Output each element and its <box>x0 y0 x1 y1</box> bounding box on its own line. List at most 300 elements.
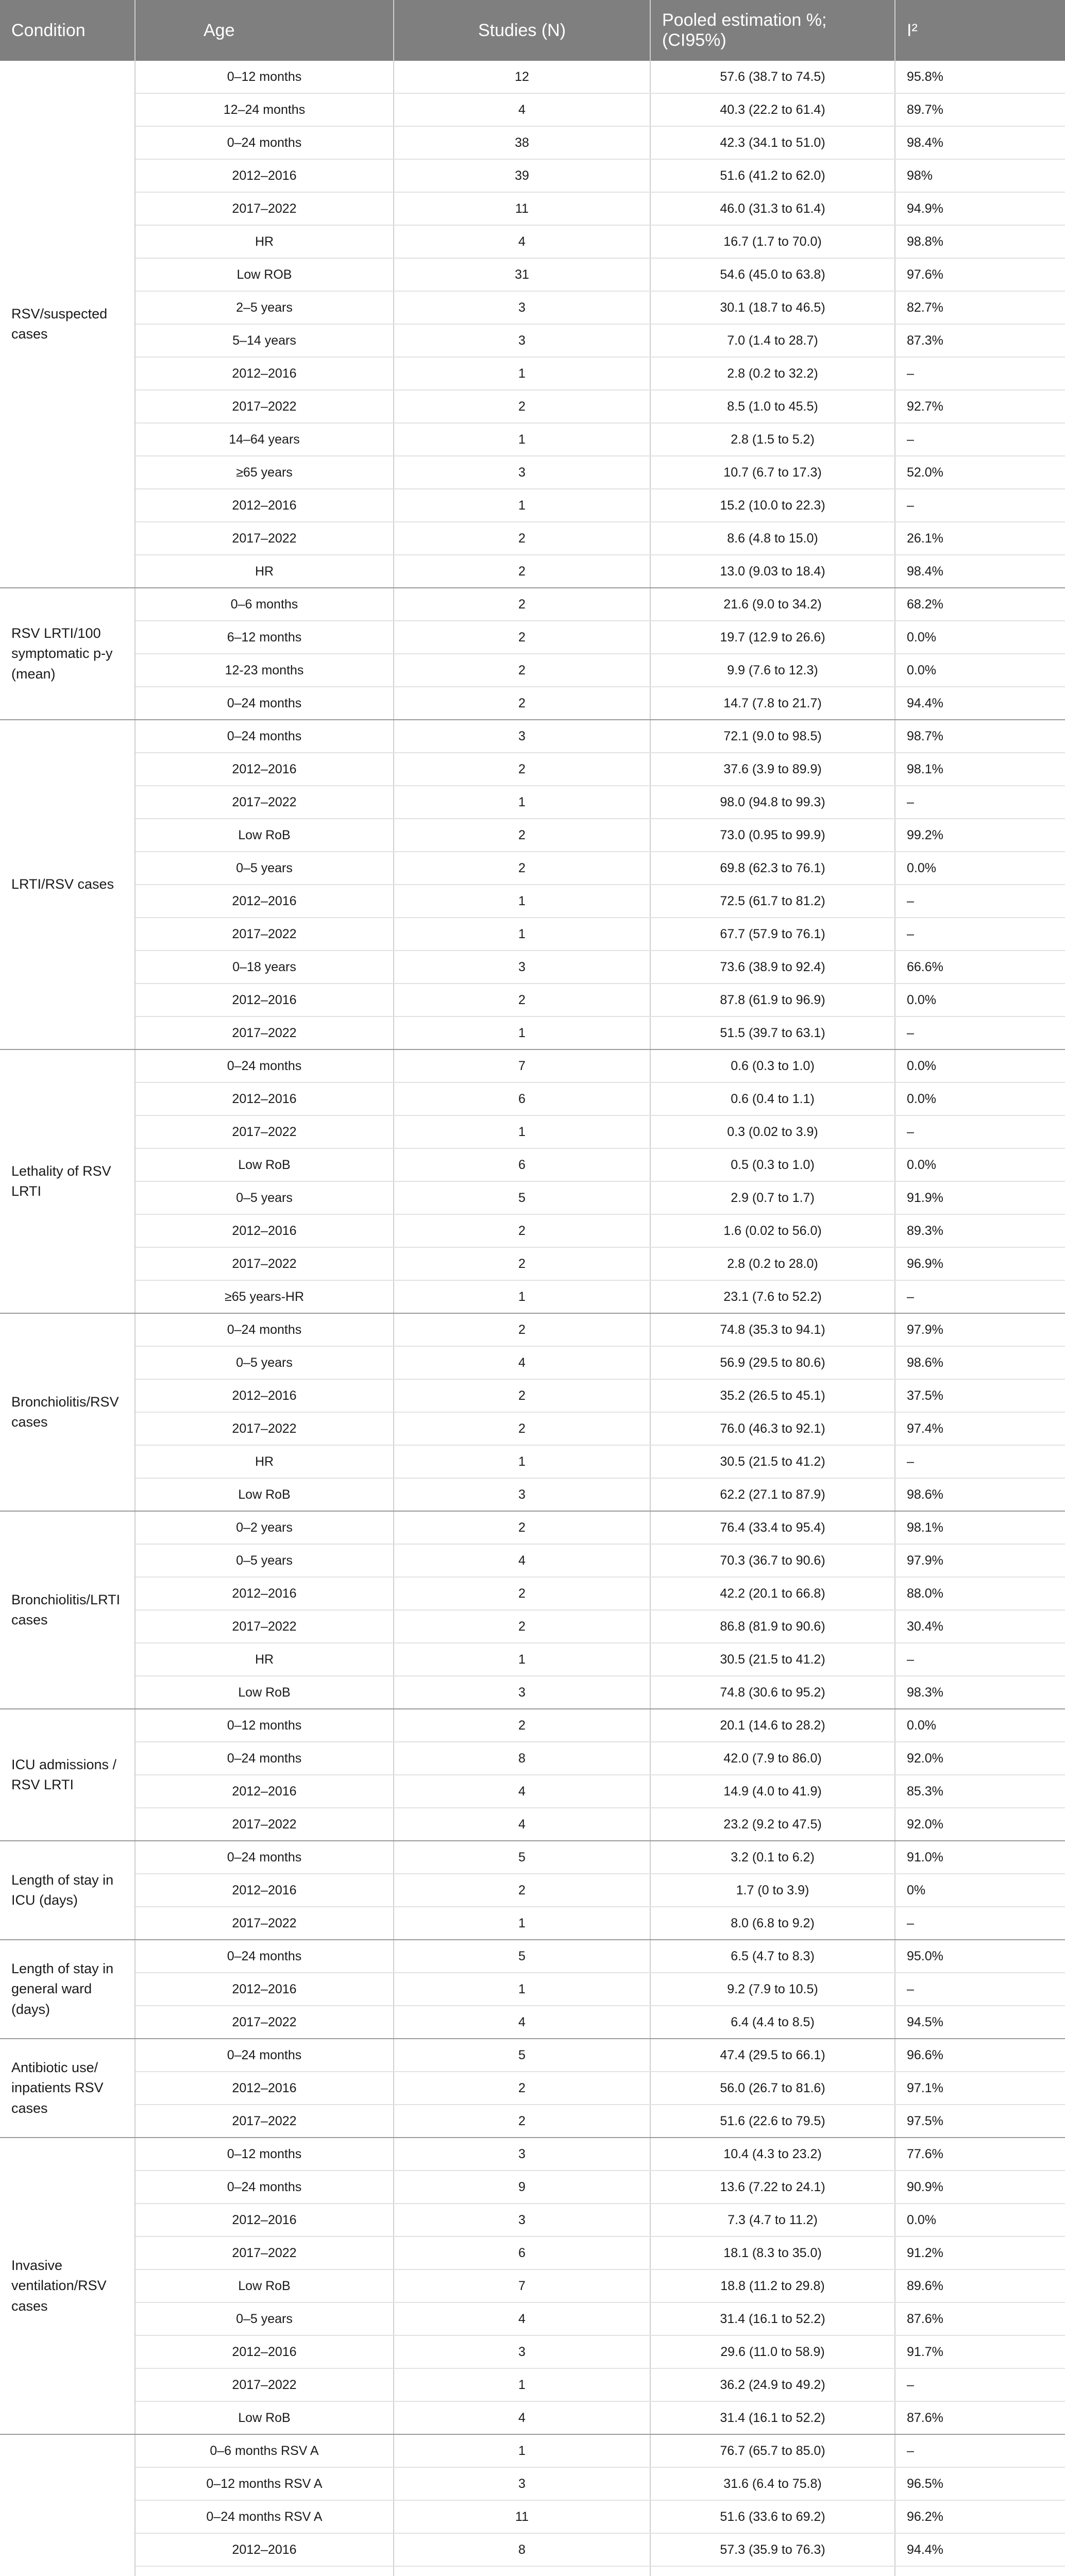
studies-cell: 2 <box>394 1214 650 1247</box>
table-row <box>0 687 1065 720</box>
i2-cell: – <box>895 918 1065 951</box>
estimation-cell: 74.8 (35.3 to 94.1) <box>650 1313 895 1346</box>
studies-cell: 1 <box>394 786 650 819</box>
studies-cell: 1 <box>394 1643 650 1676</box>
i2-cell: 66.6% <box>895 951 1065 984</box>
i2-cell: 97.5% <box>895 2105 1065 2138</box>
studies-cell: 6 <box>394 2236 650 2269</box>
estimation-cell: 0.5 (0.3 to 1.0) <box>650 1148 895 1181</box>
studies-cell <box>394 2566 650 2576</box>
i2-cell: 0.0% <box>895 2204 1065 2236</box>
i2-cell <box>895 2566 1065 2576</box>
table-row <box>0 1775 1065 1808</box>
age-cell: 2017–2022 <box>135 2368 394 2401</box>
header-condition: Condition <box>0 0 135 61</box>
condition-cell: Antibiotic use/ inpatients RSV cases <box>0 2039 135 2138</box>
table-row <box>0 588 1065 621</box>
estimation-cell: 20.1 (14.6 to 28.2) <box>650 1709 895 1742</box>
table-row <box>0 1313 1065 1346</box>
age-cell: 0–24 months <box>135 1940 394 1973</box>
age-cell: 2017–2022 <box>135 2105 394 2138</box>
age-cell: 2012–2016 <box>135 1577 394 1610</box>
table-row <box>0 93 1065 126</box>
age-cell: ≥65 years <box>135 456 394 489</box>
i2-cell: – <box>895 1643 1065 1676</box>
table-row <box>0 1907 1065 1940</box>
studies-cell: 39 <box>394 159 650 192</box>
estimation-cell: 31.4 (16.1 to 52.2) <box>650 2401 895 2434</box>
age-cell: 2012–2016 <box>135 1214 394 1247</box>
estimation-cell: 86.8 (81.9 to 90.6) <box>650 1610 895 1643</box>
i2-cell: 96.9% <box>895 1247 1065 1280</box>
age-cell: 2012–2016 <box>135 753 394 786</box>
table-row <box>0 1973 1065 2006</box>
table-row <box>0 2204 1065 2236</box>
table-row <box>0 2533 1065 2566</box>
age-cell: 2017–2022 <box>135 192 394 225</box>
estimation-cell: 7.0 (1.4 to 28.7) <box>650 324 895 357</box>
studies-cell: 6 <box>394 1148 650 1181</box>
condition-cell: Length of stay in ICU (days) <box>0 1841 135 1940</box>
table-row <box>0 2302 1065 2335</box>
studies-cell: 2 <box>394 621 650 654</box>
age-cell: 0–5 years <box>135 1346 394 1379</box>
age-cell <box>135 2566 394 2576</box>
table-row <box>0 192 1065 225</box>
i2-cell: 91.7% <box>895 2335 1065 2368</box>
i2-cell: 0% <box>895 1874 1065 1907</box>
estimation-cell: 6.4 (4.4 to 8.5) <box>650 2006 895 2039</box>
studies-cell: 2 <box>394 1874 650 1907</box>
i2-cell: 98.8% <box>895 225 1065 258</box>
estimation-cell: 16.7 (1.7 to 70.0) <box>650 225 895 258</box>
table-row <box>0 2335 1065 2368</box>
i2-cell: 91.9% <box>895 1181 1065 1214</box>
age-cell: 2012–2016 <box>135 2204 394 2236</box>
table-row <box>0 1280 1065 1313</box>
studies-cell: 3 <box>394 1478 650 1511</box>
studies-cell: 2 <box>394 654 650 687</box>
i2-cell: 94.4% <box>895 687 1065 720</box>
table-row <box>0 2171 1065 2204</box>
table-row <box>0 951 1065 984</box>
studies-cell: 1 <box>394 2368 650 2401</box>
studies-cell: 9 <box>394 2171 650 2204</box>
age-cell: 0–24 months <box>135 687 394 720</box>
i2-cell: 98.3% <box>895 1676 1065 1709</box>
age-cell: 2–5 years <box>135 291 394 324</box>
table-row <box>0 1049 1065 1082</box>
table-row <box>0 2269 1065 2302</box>
i2-cell: 87.6% <box>895 2302 1065 2335</box>
table-row <box>0 258 1065 291</box>
estimation-cell: 73.0 (0.95 to 99.9) <box>650 819 895 852</box>
studies-cell: 2 <box>394 1610 650 1643</box>
i2-cell: 98.1% <box>895 1511 1065 1544</box>
age-cell: 0–5 years <box>135 1544 394 1577</box>
i2-cell: 0.0% <box>895 852 1065 885</box>
i2-cell: 77.6% <box>895 2138 1065 2171</box>
estimation-cell: 57.6 (38.7 to 74.5) <box>650 61 895 93</box>
i2-cell: – <box>895 1016 1065 1049</box>
age-cell: 0–2 years <box>135 1511 394 1544</box>
estimation-cell: 42.3 (34.1 to 51.0) <box>650 126 895 159</box>
studies-cell: 2 <box>394 2105 650 2138</box>
studies-cell: 6 <box>394 1082 650 1115</box>
table-row <box>0 2006 1065 2039</box>
age-cell: 2012–2016 <box>135 2335 394 2368</box>
i2-cell: 98.1% <box>895 753 1065 786</box>
age-cell: 2017–2022 <box>135 1247 394 1280</box>
age-cell: 2017–2022 <box>135 1115 394 1148</box>
table-row <box>0 1181 1065 1214</box>
i2-cell: 96.5% <box>895 2467 1065 2500</box>
estimation-cell: 0.6 (0.3 to 1.0) <box>650 1049 895 1082</box>
studies-cell: 4 <box>394 2302 650 2335</box>
table-row <box>0 621 1065 654</box>
estimation-cell: 73.6 (38.9 to 92.4) <box>650 951 895 984</box>
estimation-cell: 62.2 (27.1 to 87.9) <box>650 1478 895 1511</box>
studies-cell: 11 <box>394 2500 650 2533</box>
studies-cell: 3 <box>394 2335 650 2368</box>
estimation-cell: 51.6 (41.2 to 62.0) <box>650 159 895 192</box>
table-row <box>0 1247 1065 1280</box>
table-row <box>0 2566 1065 2576</box>
i2-cell: – <box>895 1907 1065 1940</box>
table-row <box>0 2368 1065 2401</box>
estimation-cell: 18.1 (8.3 to 35.0) <box>650 2236 895 2269</box>
estimation-cell: 40.3 (22.2 to 61.4) <box>650 93 895 126</box>
studies-cell: 5 <box>394 1841 650 1874</box>
estimation-cell: 2.9 (0.7 to 1.7) <box>650 1181 895 1214</box>
i2-cell: 92.0% <box>895 1742 1065 1775</box>
estimation-cell: 8.5 (1.0 to 45.5) <box>650 390 895 423</box>
studies-cell: 3 <box>394 2204 650 2236</box>
table-row <box>0 1610 1065 1643</box>
i2-cell: 0.0% <box>895 1049 1065 1082</box>
table-row <box>0 390 1065 423</box>
table-row <box>0 720 1065 753</box>
age-cell: 2012–2016 <box>135 1082 394 1115</box>
estimation-cell: 18.8 (11.2 to 29.8) <box>650 2269 895 2302</box>
estimation-cell: 72.5 (61.7 to 81.2) <box>650 885 895 918</box>
table-row <box>0 1445 1065 1478</box>
studies-cell: 4 <box>394 1544 650 1577</box>
table-row <box>0 885 1065 918</box>
age-cell: HR <box>135 1445 394 1478</box>
i2-cell: 87.3% <box>895 324 1065 357</box>
i2-cell: 98.4% <box>895 555 1065 588</box>
i2-cell: 89.6% <box>895 2269 1065 2302</box>
table-row <box>0 1676 1065 1709</box>
studies-cell: 8 <box>394 2533 650 2566</box>
estimation-cell: 23.2 (9.2 to 47.5) <box>650 1808 895 1841</box>
table-row <box>0 159 1065 192</box>
i2-cell: 94.9% <box>895 192 1065 225</box>
age-cell: Low RoB <box>135 2401 394 2434</box>
i2-cell: 87.6% <box>895 2401 1065 2434</box>
studies-cell: 5 <box>394 2039 650 2072</box>
estimation-cell: 51.6 (33.6 to 69.2) <box>650 2500 895 2533</box>
age-cell: 6–12 months <box>135 621 394 654</box>
condition-cell: ICU admissions / RSV LRTI <box>0 1709 135 1841</box>
studies-cell: 31 <box>394 258 650 291</box>
studies-cell: 3 <box>394 2138 650 2171</box>
age-cell: 2017–2022 <box>135 2006 394 2039</box>
i2-cell: – <box>895 786 1065 819</box>
table-row <box>0 819 1065 852</box>
estimation-cell: 15.2 (10.0 to 22.3) <box>650 489 895 522</box>
age-cell: 0–24 months <box>135 126 394 159</box>
condition-cell <box>0 2434 135 2576</box>
i2-cell: 91.2% <box>895 2236 1065 2269</box>
i2-cell: 98% <box>895 159 1065 192</box>
i2-cell: – <box>895 1115 1065 1148</box>
estimation-cell: 1.6 (0.02 to 56.0) <box>650 1214 895 1247</box>
i2-cell: – <box>895 1280 1065 1313</box>
i2-cell: – <box>895 885 1065 918</box>
age-cell: Low ROB <box>135 258 394 291</box>
estimation-cell: 2.8 (0.2 to 32.2) <box>650 357 895 390</box>
estimation-cell: 76.4 (33.4 to 95.4) <box>650 1511 895 1544</box>
age-cell: 12-23 months <box>135 654 394 687</box>
estimation-cell: 72.1 (9.0 to 98.5) <box>650 720 895 753</box>
age-cell: HR <box>135 1643 394 1676</box>
age-cell: 2017–2022 <box>135 1016 394 1049</box>
i2-cell: 0.0% <box>895 1082 1065 1115</box>
estimation-cell: 87.8 (61.9 to 96.9) <box>650 984 895 1016</box>
age-cell: 2017–2022 <box>135 390 394 423</box>
i2-cell: 97.9% <box>895 1313 1065 1346</box>
studies-cell: 1 <box>394 489 650 522</box>
table-row <box>0 753 1065 786</box>
age-cell: 0–12 months <box>135 2138 394 2171</box>
age-cell: 0–12 months RSV A <box>135 2467 394 2500</box>
estimation-cell: 0.3 (0.02 to 3.9) <box>650 1115 895 1148</box>
estimation-cell: 56.0 (26.7 to 81.6) <box>650 2072 895 2105</box>
table-row <box>0 291 1065 324</box>
estimation-cell: 42.0 (7.9 to 86.0) <box>650 1742 895 1775</box>
i2-cell: – <box>895 2434 1065 2467</box>
i2-cell: – <box>895 489 1065 522</box>
i2-cell: 89.3% <box>895 1214 1065 1247</box>
table-row <box>0 786 1065 819</box>
estimation-cell: 31.6 (6.4 to 75.8) <box>650 2467 895 2500</box>
studies-cell: 2 <box>394 522 650 555</box>
studies-cell: 3 <box>394 456 650 489</box>
studies-cell: 3 <box>394 324 650 357</box>
estimation-cell: 70.3 (36.7 to 90.6) <box>650 1544 895 1577</box>
age-cell: 2017–2022 <box>135 1907 394 1940</box>
age-cell: 2012–2016 <box>135 2072 394 2105</box>
i2-cell: – <box>895 1445 1065 1478</box>
studies-cell: 4 <box>394 2006 650 2039</box>
table-row <box>0 357 1065 390</box>
table-row <box>0 423 1065 456</box>
i2-cell: 97.9% <box>895 1544 1065 1577</box>
i2-cell: 0.0% <box>895 1148 1065 1181</box>
i2-cell: 92.0% <box>895 1808 1065 1841</box>
table-row <box>0 1082 1065 1115</box>
i2-cell: 37.5% <box>895 1379 1065 1412</box>
age-cell: 2012–2016 <box>135 1973 394 2006</box>
studies-cell: 4 <box>394 1808 650 1841</box>
age-cell: 2012–2016 <box>135 1874 394 1907</box>
estimation-cell: 3.2 (0.1 to 6.2) <box>650 1841 895 1874</box>
i2-cell: 92.7% <box>895 390 1065 423</box>
i2-cell: 99.2% <box>895 819 1065 852</box>
table-row <box>0 1874 1065 1907</box>
studies-cell: 8 <box>394 1742 650 1775</box>
age-cell: HR <box>135 225 394 258</box>
studies-cell: 2 <box>394 687 650 720</box>
studies-cell: 4 <box>394 93 650 126</box>
condition-cell: Length of stay in general ward (days) <box>0 1940 135 2039</box>
studies-cell: 2 <box>394 555 650 588</box>
age-cell: 0–24 months RSV A <box>135 2500 394 2533</box>
estimation-cell: 2.8 (0.2 to 28.0) <box>650 1247 895 1280</box>
table-row <box>0 2138 1065 2171</box>
estimation-cell: 30.5 (21.5 to 41.2) <box>650 1445 895 1478</box>
header-age: Age <box>135 0 394 61</box>
table-row <box>0 1709 1065 1742</box>
age-cell: 2017–2022 <box>135 1412 394 1445</box>
estimation-cell: 36.2 (24.9 to 49.2) <box>650 2368 895 2401</box>
estimation-cell: 31.4 (16.1 to 52.2) <box>650 2302 895 2335</box>
age-cell: 2017–2022 <box>135 522 394 555</box>
i2-cell: 82.7% <box>895 291 1065 324</box>
studies-cell: 4 <box>394 1346 650 1379</box>
age-cell: 2017–2022 <box>135 2236 394 2269</box>
studies-cell: 2 <box>394 984 650 1016</box>
age-cell: 0–24 months <box>135 1313 394 1346</box>
i2-cell: 94.4% <box>895 2533 1065 2566</box>
age-cell: 2012–2016 <box>135 357 394 390</box>
studies-cell: 1 <box>394 1016 650 1049</box>
table-row <box>0 2401 1065 2434</box>
studies-cell: 3 <box>394 291 650 324</box>
estimation-cell: 2.8 (1.5 to 5.2) <box>650 423 895 456</box>
estimation-cell: 35.2 (26.5 to 45.1) <box>650 1379 895 1412</box>
estimation-cell: 0.6 (0.4 to 1.1) <box>650 1082 895 1115</box>
i2-cell: 85.3% <box>895 1775 1065 1808</box>
header-i2: I² <box>895 0 1065 61</box>
table-row <box>0 1544 1065 1577</box>
estimation-cell: 29.6 (11.0 to 58.9) <box>650 2335 895 2368</box>
studies-cell: 11 <box>394 192 650 225</box>
i2-cell: – <box>895 2368 1065 2401</box>
studies-cell: 2 <box>394 1709 650 1742</box>
estimation-cell: 9.2 (7.9 to 10.5) <box>650 1973 895 2006</box>
estimation-cell: 51.5 (39.7 to 63.1) <box>650 1016 895 1049</box>
table-row <box>0 1511 1065 1544</box>
age-cell: 0–5 years <box>135 2302 394 2335</box>
estimation-cell: 69.8 (62.3 to 76.1) <box>650 852 895 885</box>
table-row <box>0 2467 1065 2500</box>
estimation-cell: 8.0 (6.8 to 9.2) <box>650 1907 895 1940</box>
table-row <box>0 1940 1065 1973</box>
studies-cell: 4 <box>394 2401 650 2434</box>
age-cell: 2017–2022 <box>135 1610 394 1643</box>
estimation-cell: 8.6 (4.8 to 15.0) <box>650 522 895 555</box>
estimation-cell: 19.7 (12.9 to 26.6) <box>650 621 895 654</box>
table-row <box>0 1478 1065 1511</box>
condition-cell: Invasive ventilation/RSV cases <box>0 2138 135 2434</box>
studies-cell: 2 <box>394 1379 650 1412</box>
age-cell: 2012–2016 <box>135 489 394 522</box>
table-header <box>0 0 1065 61</box>
table-row <box>0 522 1065 555</box>
table-row <box>0 1379 1065 1412</box>
studies-cell: 5 <box>394 1181 650 1214</box>
table-row <box>0 456 1065 489</box>
estimation-cell <box>650 2566 895 2576</box>
table-row <box>0 61 1065 93</box>
table-row <box>0 1742 1065 1775</box>
i2-cell: 88.0% <box>895 1577 1065 1610</box>
age-cell: Low RoB <box>135 1676 394 1709</box>
estimation-cell: 7.3 (4.7 to 11.2) <box>650 2204 895 2236</box>
studies-cell: 2 <box>394 1412 650 1445</box>
estimation-cell: 9.9 (7.6 to 12.3) <box>650 654 895 687</box>
table-row <box>0 2039 1065 2072</box>
table-row <box>0 2105 1065 2138</box>
header-studies: Studies (N) <box>394 0 650 61</box>
i2-cell: 52.0% <box>895 456 1065 489</box>
table-row <box>0 1808 1065 1841</box>
i2-cell: 98.6% <box>895 1346 1065 1379</box>
studies-cell: 1 <box>394 357 650 390</box>
studies-cell: 7 <box>394 1049 650 1082</box>
estimation-cell: 10.7 (6.7 to 17.3) <box>650 456 895 489</box>
age-cell: 0–5 years <box>135 852 394 885</box>
age-cell: HR <box>135 555 394 588</box>
i2-cell: – <box>895 357 1065 390</box>
studies-cell: 1 <box>394 2434 650 2467</box>
table-row <box>0 984 1065 1016</box>
table-row <box>0 1214 1065 1247</box>
estimation-cell: 14.7 (7.8 to 21.7) <box>650 687 895 720</box>
estimation-cell: 67.7 (57.9 to 76.1) <box>650 918 895 951</box>
estimation-cell: 23.1 (7.6 to 52.2) <box>650 1280 895 1313</box>
i2-cell: 98.7% <box>895 720 1065 753</box>
studies-cell: 1 <box>394 885 650 918</box>
estimation-cell: 56.9 (29.5 to 80.6) <box>650 1346 895 1379</box>
i2-cell: 0.0% <box>895 621 1065 654</box>
studies-cell: 2 <box>394 1577 650 1610</box>
i2-cell: 90.9% <box>895 2171 1065 2204</box>
table-row <box>0 1115 1065 1148</box>
studies-cell: 2 <box>394 588 650 621</box>
studies-cell: 7 <box>394 2269 650 2302</box>
estimation-cell: 6.5 (4.7 to 8.3) <box>650 1940 895 1973</box>
age-cell: 2012–2016 <box>135 1775 394 1808</box>
age-cell: 2017–2022 <box>135 918 394 951</box>
table-row <box>0 654 1065 687</box>
i2-cell: 96.6% <box>895 2039 1065 2072</box>
studies-cell: 3 <box>394 720 650 753</box>
i2-cell: 96.2% <box>895 2500 1065 2533</box>
table-row <box>0 126 1065 159</box>
age-cell: 0–24 months <box>135 2171 394 2204</box>
age-cell: 0–18 years <box>135 951 394 984</box>
estimation-cell: 46.0 (31.3 to 61.4) <box>650 192 895 225</box>
age-cell: 2012–2016 <box>135 159 394 192</box>
table-body <box>0 61 1065 2576</box>
age-cell: 2012–2016 <box>135 2533 394 2566</box>
condition-cell: RSV LRTI/100 symptomatic p-y (mean) <box>0 588 135 720</box>
age-cell: 2012–2016 <box>135 1379 394 1412</box>
